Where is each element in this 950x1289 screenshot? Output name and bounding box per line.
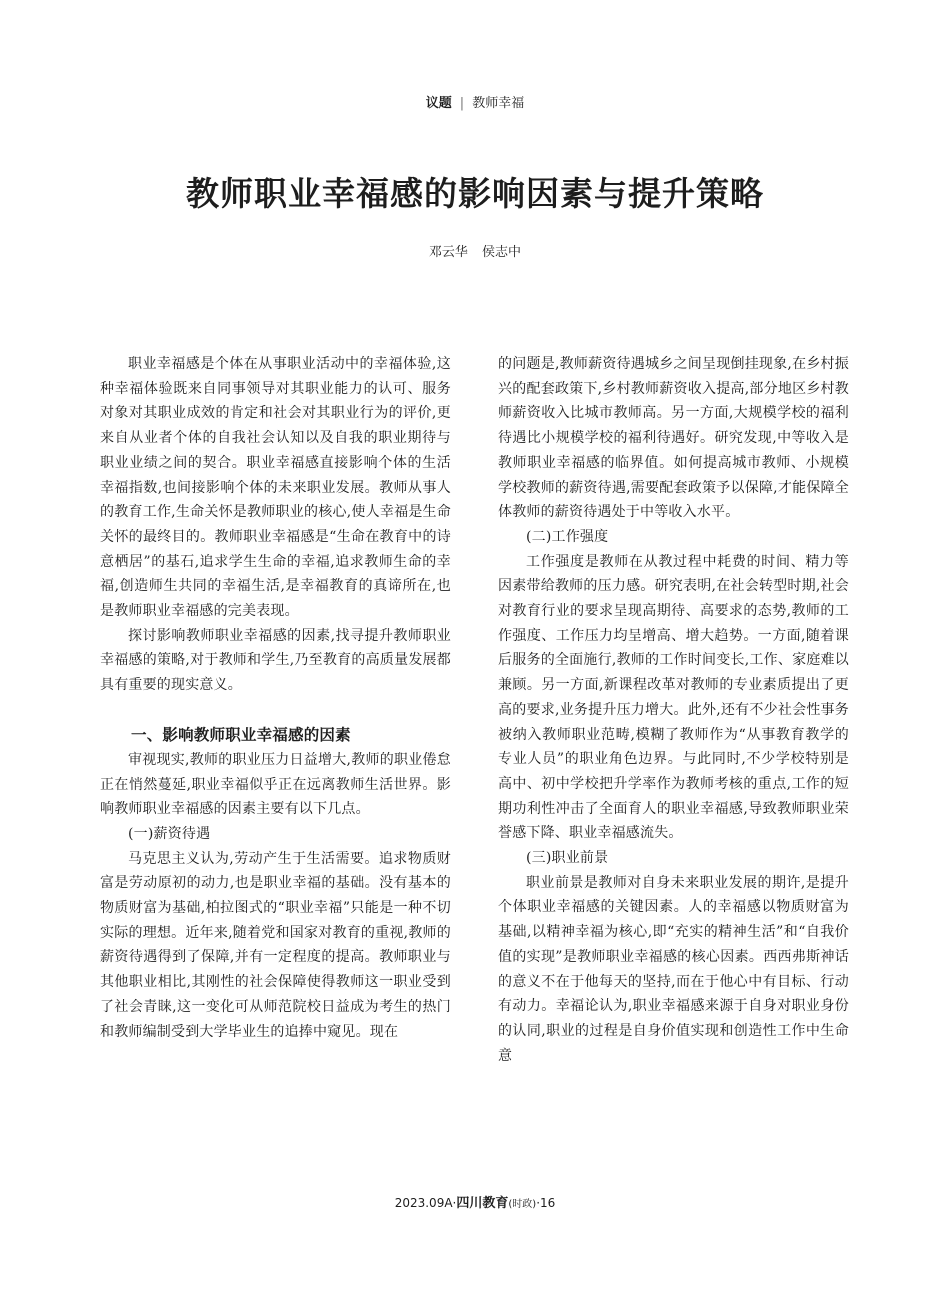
section-1-heading: 一、影响教师职业幸福感的因素 — [131, 725, 351, 744]
article-authors: 邓云华 侯志中 — [428, 245, 522, 260]
issue-label: 2023.09A· — [394, 1196, 457, 1210]
page-footer — [0, 1194, 950, 1214]
subsection-3-heading: (三)职业前景 — [526, 850, 609, 867]
subsection-2-paragraph: 工作强度是教师在从教过程中耗费的时间、精力等因素带给教师的压力感。研究表明,在社会转型时期,社会对教育行业的要求呈现高期待、高要求的态势,教师的工作强度、工作压力均呈增高、增大趋势。一方面,随着课后服务的全面施行,教师的工作时间变长,工作、家庭难以兼顾。另一方面,新课程改革对教师的专业素质提出了更高的要求,业务提升压力增大。此外,还有不少社会性事务被纳入教师职业范畴,模糊了教师作为“从事教育教学的专业人员”的职业角色边界。与此同时,不少学校特别是高中、初中学校把升学率作为教师考核的重点,工作的短期功利性冲击了全面育人的职业幸福感,导致教师职业荣誉感下降、职业幸福感流失。 — [498, 553, 849, 842]
section-label: 议题 — [425, 96, 452, 111]
running-header — [0, 94, 950, 114]
magazine-brand: 四川教育 — [456, 1196, 509, 1211]
subsection-3-paragraph: 职业前景是教师对自身未来职业发展的期许,是提升个体职业幸福感的关键因素。人的幸福感以物质财富为基础,以精神幸福为核心,即“充实的精神生活”和“自我价值的实现”是教师职业幸福感的核心因素。西西弗斯神话的意义不在于他每天的坚持,而在于他心中有目标、行动有动力。幸福论认为,职业幸福感来源于自身对职业身份的认同,职业的过程是自身价值实现和创造性工作中生命意 — [498, 874, 849, 1064]
section-1-paragraph: 审视现实,教师的职业压力日益增大,教师的职业倦怠正在悄然蔓延,职业幸福似乎正在远离教师生活世界。影响教师职业幸福感的因素主要有以下几点。 — [100, 751, 451, 818]
page-number: ·16 — [536, 1196, 556, 1210]
header-separator: | — [459, 96, 465, 111]
subsection-1-paragraph: 马克思主义认为,劳动产生于生活需要。追求物质财富是劳动原初的动力,也是职业幸福的基础。没有基本的物质财富为基础,柏拉图式的“职业幸福”只能是一种不切实际的理想。近年来,随着党和国家对教育的重视,教师的薪资待遇得到了保障,并有一定程度的提高。教师职业与其他职业相比,其刚性的社会保障使得教师这一职业受到了社会青睐,这一变化可从师范院校日益成为考生的热门和教师编制受到大学毕业生的追捧中窥见。现在 — [100, 850, 451, 1040]
topic-label: 教师幸福 — [472, 96, 525, 111]
intro-paragraph-2: 探讨影响教师职业幸福感的因素,找寻提升教师职业幸福感的策略,对于教师和学生,乃至教育的高质量发展都具有重要的现实意义。 — [100, 627, 451, 694]
right-column — [498, 352, 849, 1068]
left-column — [100, 352, 451, 1044]
intro-paragraph-1: 职业幸福感是个体在从事职业活动中的幸福体验,这种幸福体验既来自同事领导对其职业能力的认可、服务对象对其职业成效的肯定和社会对其职业行为的评价,更来自从业者个体的自我社会认知以及自我的职业期待与职业业绩之间的契合。职业幸福感直接影响个体的生活幸福指数,也间接影响个体的未来职业发展。教师从事人的教育工作,生命关怀是教师职业的核心,使人幸福是生命关怀的最终目的。教师职业幸福感是“生命在教育中的诗意栖居”的基石,追求学生生命的幸福,追求教师生命的幸福,创造师生共同的幸福生活,是幸福教育的真谛所在,也是教师职业幸福感的完美表现。 — [100, 356, 451, 620]
edition-label: (时政) — [508, 1199, 537, 1210]
subsection-2-heading: (二)工作强度 — [526, 528, 609, 545]
article-title: 教师职业幸福感的影响因素与提升策略 — [186, 174, 764, 213]
subsection-1-paragraph-continued: 的问题是,教师薪资待遇城乡之间呈现倒挂现象,在乡村振兴的配套政策下,乡村教师薪资收入提高,部分地区乡村教师薪资收入比城市教师高。另一方面,大规模学校的福利待遇比小规模学校的福利待遇好。研究发现,中等收入是教师职业幸福感的临界值。如何提高城市教师、小规模学校教师的薪资待遇,需要配套政策予以保障,才能保障全体教师的薪资待遇处于中等收入水平。 — [498, 356, 849, 521]
subsection-1-heading: (一)薪资待遇 — [128, 825, 211, 842]
